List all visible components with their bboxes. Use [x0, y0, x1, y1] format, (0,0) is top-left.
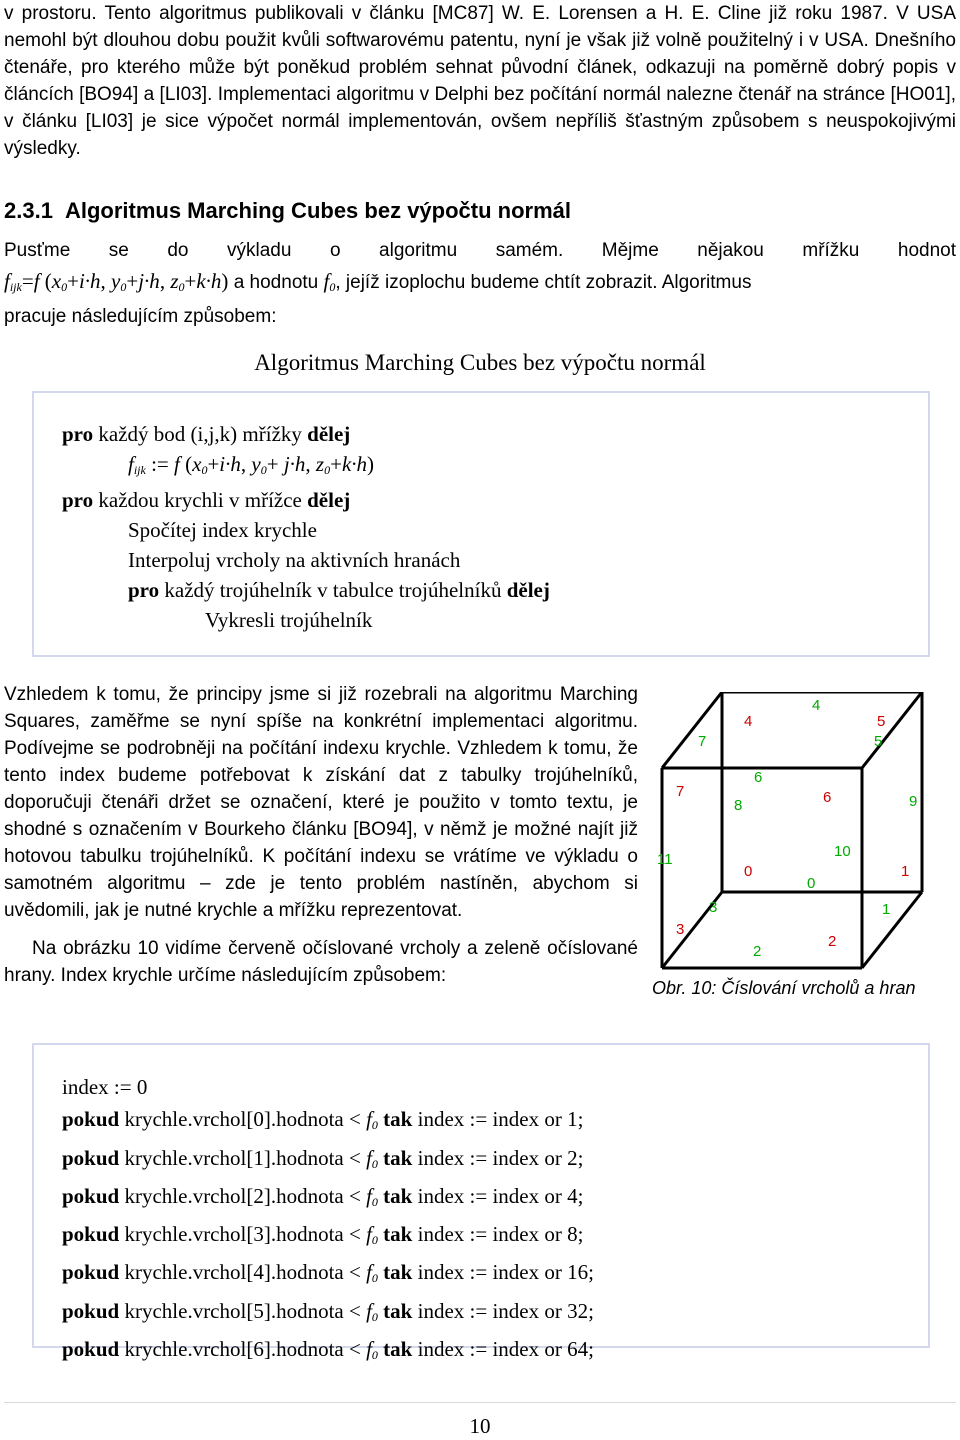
page-number: 10 — [469, 1414, 491, 1438]
code-line: Vykresli trojúhelník — [205, 608, 373, 632]
vertex-label-1: 1 — [901, 863, 910, 880]
footer-rule — [4, 1402, 956, 1403]
code-line: Interpoluj vrcholy na aktivních hranách — [128, 548, 461, 572]
code-line: pro každou krychli v mřížce dělej — [62, 488, 351, 512]
code-line: pokud krychle.vrchol[4].hodnota < $f_0$ tak index := index or 16; — [62, 1260, 594, 1286]
edge-label-8: 8 — [734, 797, 743, 814]
code-line: pokud krychle.vrchol[3].hodnota < $f_0$ tak index := index or 8; — [62, 1222, 584, 1248]
algorithm-title: Algoritmus Marching Cubes bez výpočtu normál — [254, 350, 706, 375]
paragraph-text: v prostoru. Tento algoritmus publikovali v článku [MC87] W. E. Lorensen a H. E. Cline již roku 1987. V USA nemohl být dlouhou dobu použit kvůli softwarovému patentu, nyní je však již volně použitelný i v USA. Dnešního čtenáře, pro kterého může být poněkud problém sehnat původní článek, odkazuji na poměrně dobrý popis v článcích [BO94] a [LI03]. Implementaci algoritmu v Delphi bez počítání normál nalezne čtenář na stránce [HO01], v článku [LI03] je sice výpočet normál implementován, ovšem nepříliš šťastným způsobem s neuspokojivými výsledky. — [4, 3, 956, 159]
code-line: pro každý trojúhelník v tabulce trojúhelníků dělej — [128, 578, 550, 602]
intro-tail: , jejíž izoplochu budeme chtít zobrazit. Algoritmus — [335, 272, 752, 293]
edge-label-6: 6 — [754, 769, 763, 786]
figure-caption: Obr. 10: Číslování vrcholů a hran — [652, 978, 916, 998]
edge-label-5: 5 — [874, 733, 883, 750]
edge-label-0: 0 — [807, 875, 816, 892]
grid-formula: $f_{ijk}=f$ ($x_0+i\cdot h$, $y_0+j\cdot h$, $z_0+k\cdot h$) — [4, 269, 229, 294]
section-intro — [4, 236, 956, 332]
edge-label-1: 1 — [882, 901, 891, 918]
vertex-label-5: 5 — [877, 713, 886, 730]
intro-line-3: pracuje následujícím způsobem: — [4, 306, 277, 327]
body-text — [4, 681, 638, 989]
edge-label-7: 7 — [698, 733, 707, 750]
section-number: 2.3.1 — [4, 198, 53, 223]
code-line: Spočítej index krychle — [128, 518, 317, 542]
code-line: pokud krychle.vrchol[2].hodnota < $f_0$ tak index := index or 4; — [62, 1183, 584, 1209]
paragraph-text: Na obrázku 10 vidíme červeně očíslované vrcholy a zeleně očíslované hrany. Index krychle určíme následujícím způsobem: — [4, 938, 638, 986]
vertex-label-2: 2 — [828, 933, 837, 950]
vertex-label-7: 7 — [676, 783, 685, 800]
paragraph-text: Vzhledem k tomu, že principy jsme si již rozebrali na algoritmu Marching Squares, zaměřme se nyní spíše na konkrétní implementaci algoritmu. Podívejme se podrobněji na počítání indexu krychle. Vzhledem k tomu, že tento index budeme potřebovat k získání dat z tabulky trojúhelníků, doporučuji čtenáři držet se označení, které je použito v tomto textu, je shodné s označením v Bourkeho článku [BO94], v němž je možné najít již hotovou tabulku trojúhelníků. K počítání indexu se vrátíme ve výkladu o samotném algoritmu – zde je tento problém nastíněn, abychom si uvědomili, jak je nutné krychle a mřížku reprezentovat. — [4, 684, 638, 921]
code-line: $f_{ijk}$ := f ($x_0+i\cdot h$, $y_0+ j\cdot h$, $z_0+k\cdot h$) — [128, 452, 375, 477]
isovalue-symbol: $f_0$ — [323, 269, 336, 294]
code-line: pro každý bod (i,j,k) mřížky dělej — [62, 422, 351, 446]
edge-label-2: 2 — [753, 943, 762, 960]
section-heading — [4, 198, 571, 224]
intro-line-1: Pusťme se do výkladu o algoritmu samém. Mějme nějakou mřížku hodnot — [4, 240, 956, 261]
vertex-label-4: 4 — [744, 713, 753, 730]
code-line: pokud krychle.vrchol[0].hodnota < $f_0$ tak index := index or 1; — [62, 1107, 584, 1133]
algorithm-code — [62, 419, 550, 635]
intro-paragraph — [4, 0, 956, 162]
vertex-label-6: 6 — [823, 789, 832, 806]
edge-label-9: 9 — [909, 793, 918, 810]
code-line: index := 0 — [62, 1075, 148, 1099]
code-line: pokud krychle.vrchol[6].hodnota < $f_0$ tak index := index or 64; — [62, 1337, 594, 1363]
cube-figure — [648, 692, 958, 972]
edge-label-10: 10 — [834, 843, 851, 860]
section-title: Algoritmus Marching Cubes bez výpočtu normál — [64, 198, 572, 223]
index-code — [62, 1071, 594, 1371]
vertex-label-0: 0 — [744, 863, 753, 880]
intro-line-2 — [4, 266, 956, 302]
edge-label-3: 3 — [709, 899, 718, 916]
code-line: pokud krychle.vrchol[1].hodnota < $f_0$ tak index := index or 2; — [62, 1145, 584, 1171]
code-line: pokud krychle.vrchol[5].hodnota < $f_0$ tak index := index or 32; — [62, 1298, 594, 1324]
edge-label-4: 4 — [812, 697, 821, 714]
edge-label-11: 11 — [657, 851, 673, 868]
vertex-label-3: 3 — [676, 921, 685, 938]
intro-mid: a hodnotu — [233, 272, 319, 293]
